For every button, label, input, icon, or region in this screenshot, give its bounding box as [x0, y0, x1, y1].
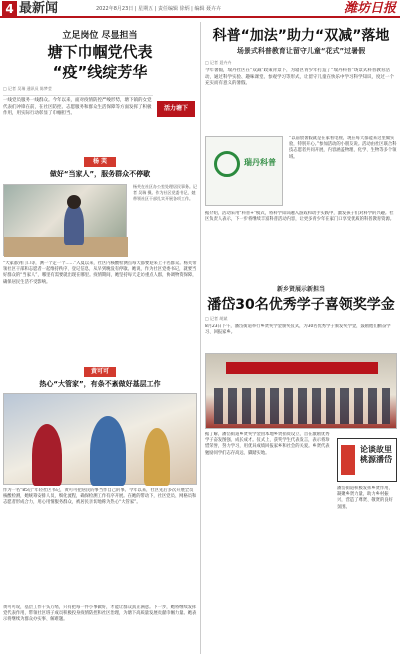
left-headline-line2: “疫”线绽芳华: [52, 63, 148, 81]
photo-person: [64, 203, 84, 245]
photo-person-yellow: [144, 428, 170, 486]
profile1-name-tag: 杨 芙: [84, 157, 116, 167]
right-bottom-row: [205, 432, 397, 542]
profile1-title: 做好“当家人”，服务群众不停歇: [49, 170, 151, 178]
profile1-caption: 杨芙在社区办公室处理居民事务。记者 吴瑞 摄。作为社区党委书记，她带领社区干部扎实开展各项工作。: [133, 184, 197, 201]
left-column: [3, 22, 197, 654]
science-logo-photo: [205, 136, 283, 206]
science-logo-icon: [214, 151, 240, 177]
right-column: [205, 22, 397, 654]
right-photo-row: [205, 136, 397, 208]
column-box: [337, 438, 397, 482]
right-body2: 据了解，潘岱街道乡贤奖学金由本地乡贤捐资设立，旨在激励优秀学子奋发图强、成长成才。仪式上，获奖学生代表发言，表示将珍惜荣誉，努力学习，用优异成绩回报家乡和社会的关爱。乡贤代表勉励同学们志存高远、脚踏实地。: [205, 432, 330, 456]
profile2-name-tag: 黄可可: [84, 367, 116, 377]
column-title: 论谈故里 桃源潘岱: [360, 445, 392, 464]
date-line: 2022年8月23日 | 星期五 | 责任编辑 徐炳 | 编辑 聂卉卉: [96, 6, 222, 12]
left-lead-block: [3, 95, 197, 151]
photo-person-head: [67, 195, 81, 209]
left-lead: 一线党员服务一线群众。今年以来，面对疫情防控严峻形势，塘下镇的女党代表们冲锋在前，在社区防控、志愿服务和群众生活保障等方面发挥了积极作用，用实际行动彰显了巾帼担当。: [3, 95, 153, 149]
left-kicker: 立足岗位 尽显担当: [62, 31, 138, 41]
science-logo-text: 瑞丹科普: [244, 158, 276, 167]
profile1-photo-row: [3, 184, 197, 258]
photo-banner: [226, 362, 378, 374]
profile2-body: 作为一名“85后”年轻社区书记，黄可可把居民的事当作自己的事。今年以来，社区先后多次开展全员核酸检测，她统筹安排人员，细化流程，确保检测工作有序开展。在她的带动下，社区党员、网格员和志愿者形成合力，用心用情服务群众，被居民亲切地称为热心“大管家”。: [3, 488, 197, 506]
photo-person-blue: [90, 416, 126, 486]
right-kicker2: 新乡贤展示新担当: [276, 286, 325, 293]
page-number: 4: [2, 1, 17, 17]
profile1-photo: [3, 184, 127, 256]
right-byline2: □ 记者 胡斌: [205, 316, 228, 321]
profile2-body-continued: 黄可可说，基层工作千头万绪，只有把每一件小事做好，才能让群众真正满意。下一步，她将继续发挥党代表作用，带领社区班子成员积极投身疫情防控和社区治理，为塘下高质量发展贡献巾帼力量。她表示将继续为群众办实事、解难题。: [3, 605, 197, 623]
right-headline2: 潘岱30名优秀学子喜领奖学金: [207, 297, 395, 313]
right-photo-side-text: “以前放暑假就是在家看电视，现在每天都能来这里做实验，特别开心。”参加活动的小朋友说。活动由社区联合科技志愿者共同开展，内容涵盖物理、化学、生物等多个领域。: [289, 136, 397, 160]
left-headline-line1: 塘下巾帼党代表: [47, 43, 153, 61]
right-lead2: 8月23日下午，潘岱街道举行乡贤奖学金颁奖仪式，为30名优秀学子颁发奖学金，鼓励他们勤奋学习、回报家乡。: [205, 324, 391, 336]
paper-logo: 潍坊日报: [343, 1, 396, 16]
photo-person-red: [32, 424, 62, 486]
profile2-title: 热心“大管家”，有条不紊做好基层工作: [39, 380, 161, 388]
right-byline: □ 记者 聂卉卉: [205, 60, 232, 65]
column-body: 潘岱街道积极发挥乡贤作用，凝聚乡贤力量，助力乡村振兴，营造了尊贤、敬贤的良好氛围。: [337, 486, 393, 510]
right-headline: 科普“加法”助力“双减”落地: [212, 28, 390, 44]
award-ceremony-photo: [205, 353, 397, 429]
left-byline: □ 记者 吴瑞 通讯员 陈梦莹: [3, 86, 52, 91]
section-name: 最新闻: [19, 1, 59, 16]
section-tag: 活力塘下: [157, 101, 195, 117]
profile2-photo: [3, 393, 197, 485]
photo-students-row: [214, 388, 390, 424]
masthead: [0, 0, 400, 18]
right-body: 据介绍，活动采用“科普+”模式，将科学知识融入游戏和动手实践中，激发孩子们对科学的兴趣。社区负责人表示，下一步将继续丰富科普活动内容，让更多青少年在家门口享受优质的科普教育资源。: [205, 211, 395, 223]
right-subheadline: 场景式科普教育让留守儿童“花式”过暑假: [236, 47, 366, 55]
column-divider: [200, 22, 201, 654]
column-ornament-icon: [341, 445, 355, 475]
profile1-body: “大家都到门口等，测一个走一个……”入夏以来，社区内核酸检测点每天都要迎来上千名群众。杨芙带领社区干部和志愿者一起维持秩序、登记信息，从早到晚没有停歇。她说，作为社区党委书记，就要当好群众的“当家人”，哪里有需要就出现在哪里。疫情期间，她坚持每天走访重点人群，协调物资保障，确保居民生活不受影响。: [3, 261, 197, 285]
right-lead: 今年暑假，瑞丹社区在“双减”政策背景下，为辖区青少年打造了“瑞丹科普”场景式科普教育活动，通过科学实验、趣味课堂、参观学习等形式，让留守儿童在快乐中学习科学知识，度过一个充实而有意义的暑假。: [205, 68, 394, 86]
